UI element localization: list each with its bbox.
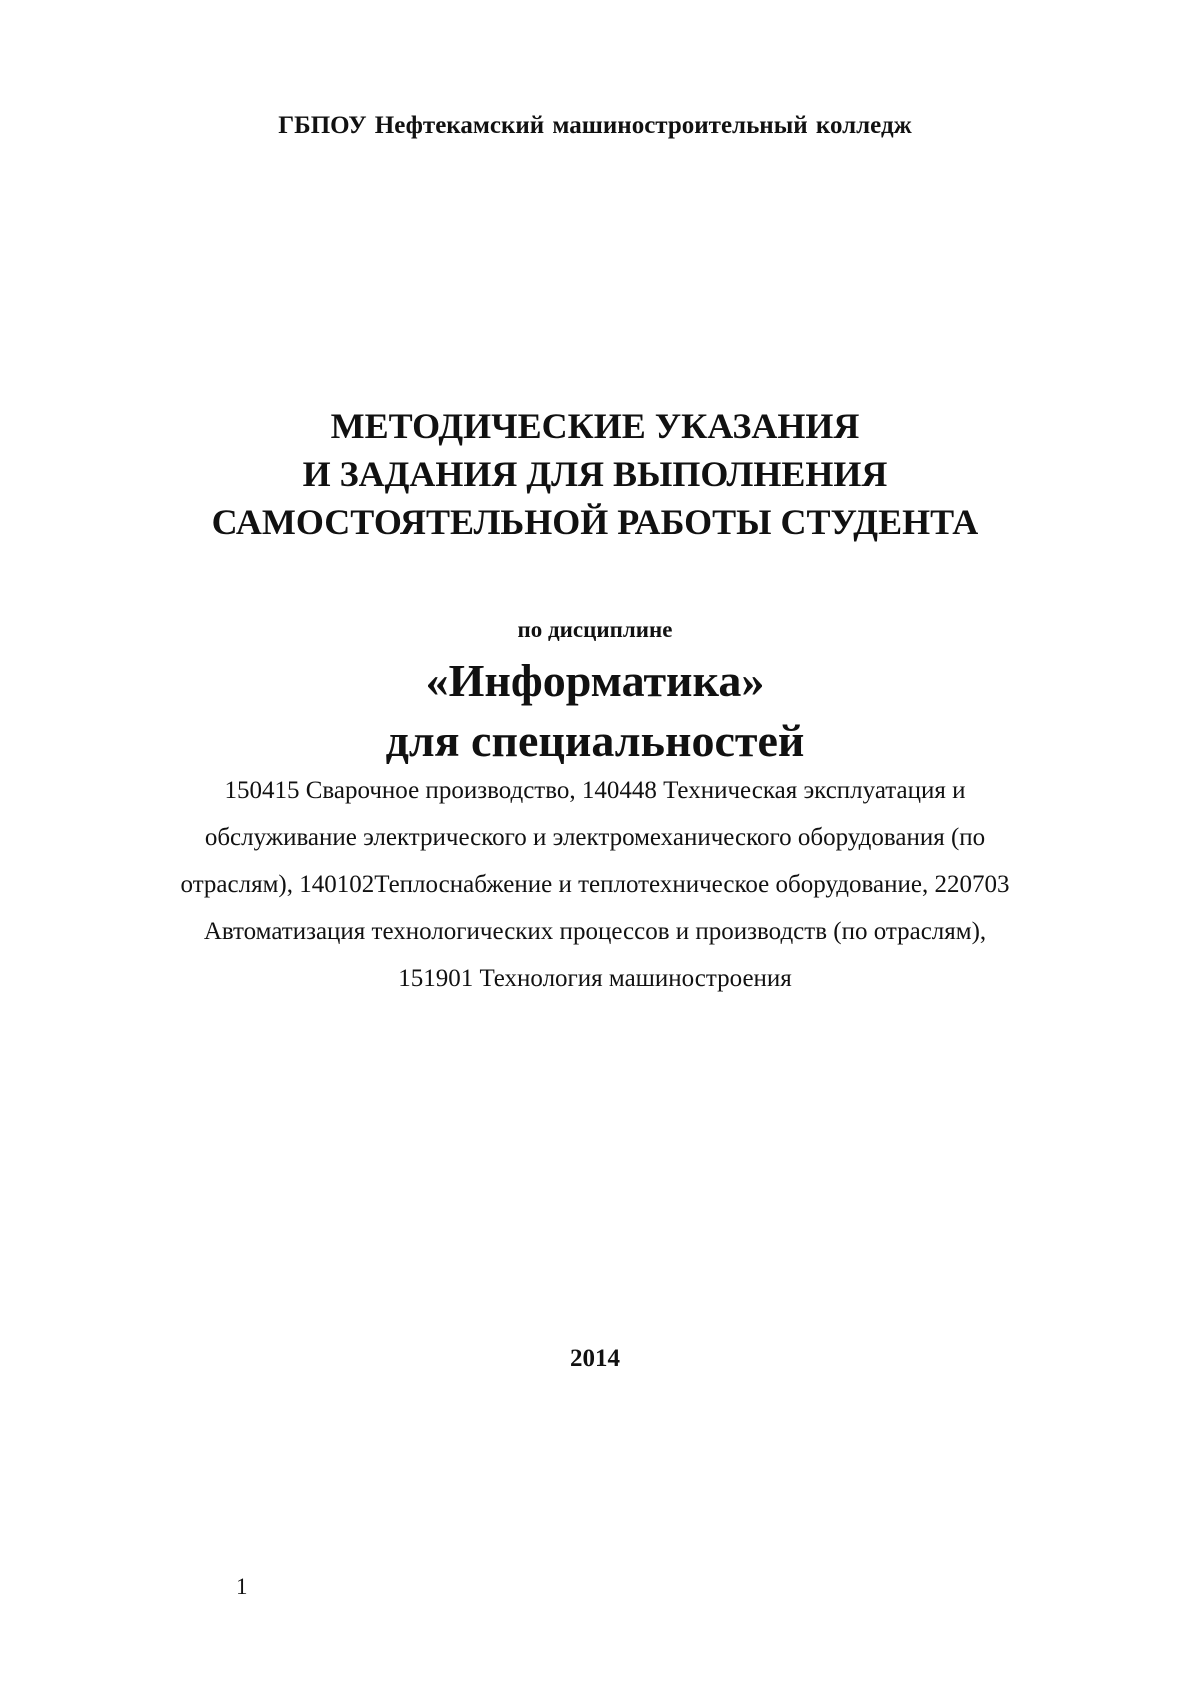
specialties-line: обслуживание электрического и электромеханического оборудования (по [204, 824, 986, 851]
specialties-list [0, 767, 1190, 1002]
discipline-name: «Информатика» [425, 655, 765, 706]
title-line: МЕТОДИЧЕСКИЕ УКАЗАНИЯ [330, 406, 860, 446]
title-line: САМОСТОЯТЕЛЬНОЙ РАБОТЫ СТУДЕНТА [211, 502, 979, 542]
specialties-heading: для специальностей [385, 715, 805, 766]
discipline-label: по дисциплине [517, 617, 673, 642]
specialties-line: Автоматизация технологических процессов и производств (по отраслям), [203, 918, 987, 945]
specialties-line: 150415 Сварочное производство, 140448 Техническая эксплуатация и [224, 777, 966, 804]
publication-year: 2014 [570, 1345, 620, 1372]
specialties-line: отраслям), 140102Теплоснабжение и теплотехническое оборудование, 220703 [180, 871, 1010, 898]
organization-name: ГБПОУ Нефтекамский машиностроительный колледж [278, 112, 912, 139]
page-number: 1 [236, 1574, 248, 1599]
title-line: И ЗАДАНИЯ ДЛЯ ВЫПОЛНЕНИЯ [302, 454, 888, 494]
document-title [0, 402, 1190, 546]
specialties-line: 151901 Технология машиностроения [398, 965, 792, 992]
